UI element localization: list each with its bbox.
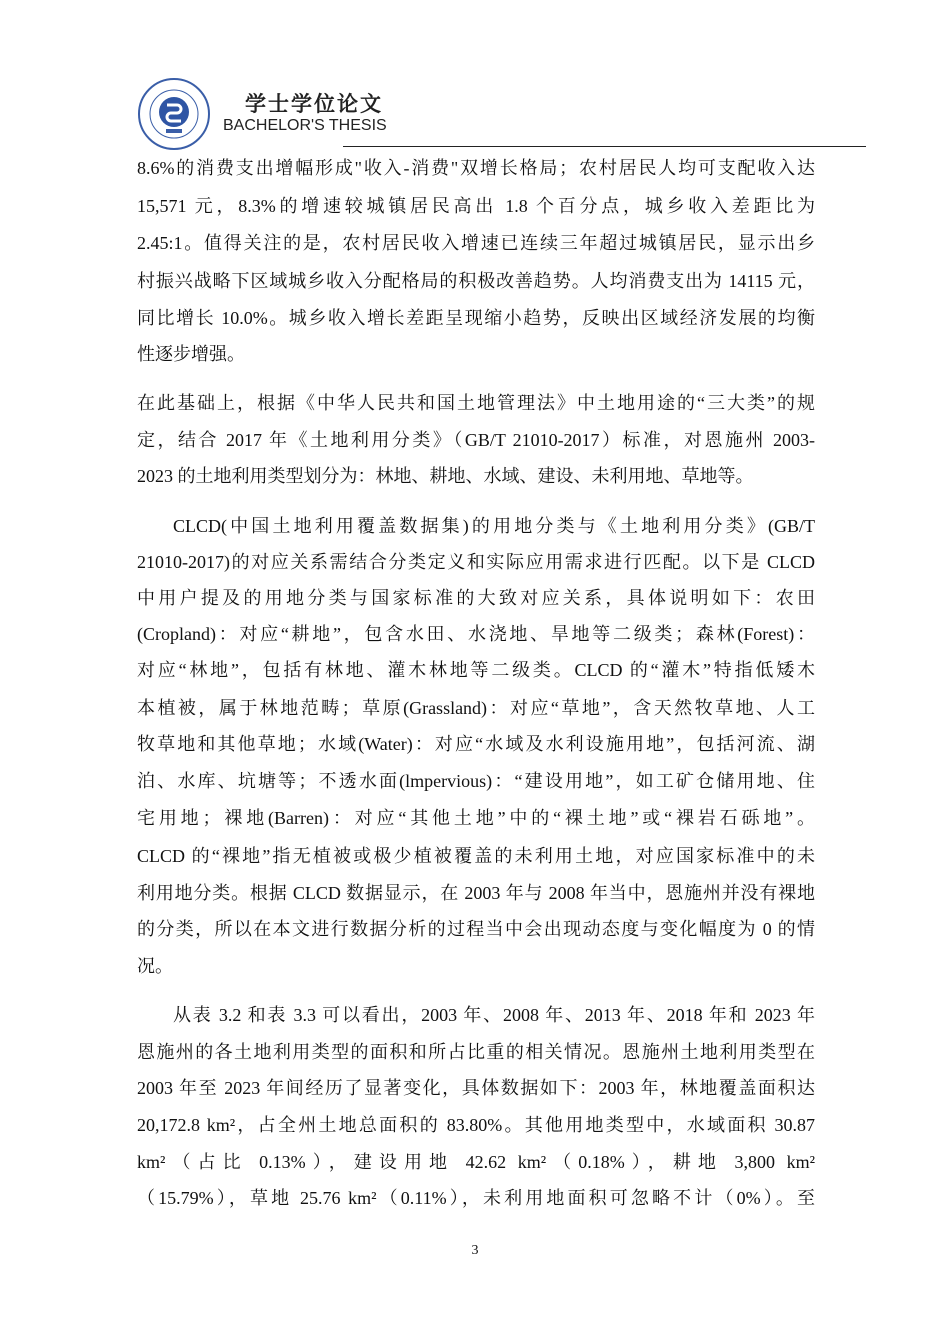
paragraph-1-line: 同比增长 10.0%。城乡收入增长差距呈现缩小趋势，反映出区域经济发展的均衡 <box>137 308 815 328</box>
paragraph-3-line: 中用户提及的用地分类与国家标准的大致对应关系，具体说明如下：农田 <box>137 588 815 608</box>
paragraph-1-line: 2.45:1。值得关注的是，农村居民收入增速已连续三年超过城镇居民，显示出乡 <box>137 233 815 253</box>
paragraph-2-line: 定，结合 2017 年《土地利用分类》（GB/T 21010-2017）标准，对恩施州 2003- <box>137 430 815 450</box>
header-rule <box>343 146 866 147</box>
paragraph-3-line: 对应“林地”，包括有林地、灌木林地等二级类。CLCD 的“灌木”特指低矮木 <box>137 660 815 680</box>
thesis-title-cn: 学士学位论文 <box>245 91 383 116</box>
paragraph-1-line: 性逐步增强。 <box>137 344 245 364</box>
paragraph-2-line: 在此基础上，根据《中华人民共和国土地管理法》中土地用途的“三大类”的规 <box>137 393 815 413</box>
paragraph-3-line: 况。 <box>137 956 173 976</box>
paragraph-4-line: km²（占比 0.13%），建设用地 42.62 km²（0.18%），耕地 3,800 km² <box>137 1152 815 1172</box>
paragraph-3-line: 利用地分类。根据 CLCD 数据显示，在 2003 年与 2008 年当中，恩施州并没有裸地 <box>137 883 815 903</box>
paragraph-4-line: 恩施州的各土地利用类型的面积和所占比重的相关情况。恩施州土地利用类型在 <box>137 1042 815 1062</box>
paragraph-1-line: 村振兴战略下区域城乡收入分配格局的积极改善趋势。人均消费支出为 14115 元， <box>137 271 815 291</box>
paragraph-3-line: 本植被，属于林地范畴；草原(Grassland)：对应“草地”，含天然牧草地、人工 <box>137 698 815 718</box>
paragraph-3-line: 21010-2017)的对应关系需结合分类定义和实际应用需求进行匹配。以下是 CLCD <box>137 552 815 572</box>
paragraph-4-line: （15.79%），草地 25.76 km²（0.11%），未利用地面积可忽略不计（0%）。至 <box>137 1188 815 1208</box>
paragraph-4-line: 从表 3.2 和表 3.3 可以看出，2003 年、2008 年、2013 年、2018 年和 2023 年 <box>173 1005 815 1025</box>
paragraph-1-line: 15,571 元，8.3%的增速较城镇居民高出 1.8 个百分点，城乡收入差距比为 <box>137 196 815 216</box>
paragraph-1-line: 8.6%的消费支出增幅形成"收入-消费"双增长格局；农村居民人均可支配收入达 <box>137 158 815 178</box>
paragraph-3-line: 泊、水库、坑塘等；不透水面(lmpervious)：“建设用地”，如工矿仓储用地、住 <box>137 771 815 791</box>
paragraph-2-line: 2023 的土地利用类型划分为：林地、耕地、水域、建设、未利用地、草地等。 <box>137 466 754 486</box>
paragraph-3-line: 宅用地；裸地(Barren)：对应“其他土地”中的“裸土地”或“裸岩石砾地”。 <box>137 808 815 828</box>
thesis-title-en: BACHELOR'S THESIS <box>223 117 387 134</box>
paragraph-3-line: 牧草地和其他草地；水域(Water)：对应“水域及水利设施用地”，包括河流、湖 <box>137 734 815 754</box>
university-logo <box>137 77 211 151</box>
paragraph-3-line: (Cropland)：对应“耕地”，包含水田、水浇地、旱地等二级类；森林(Forest)： <box>137 624 815 644</box>
paragraph-4-line: 20,172.8 km²，占全州土地总面积的 83.80%。其他用地类型中，水域面积 30.87 <box>137 1115 815 1135</box>
paragraph-3-line: CLCD(中国土地利用覆盖数据集)的用地分类与《土地利用分类》(GB/T <box>173 516 815 536</box>
paragraph-3-line: CLCD 的“裸地”指无植被或极少植被覆盖的未利用土地，对应国家标准中的未 <box>137 846 815 866</box>
paragraph-4-line: 2003 年至 2023 年间经历了显著变化，具体数据如下：2003 年，林地覆盖面积达 <box>137 1078 815 1098</box>
paragraph-3-line: 的分类，所以在本文进行数据分析的过程当中会出现动态度与变化幅度为 0 的情 <box>137 919 815 939</box>
page-number: 3 <box>471 1243 479 1258</box>
